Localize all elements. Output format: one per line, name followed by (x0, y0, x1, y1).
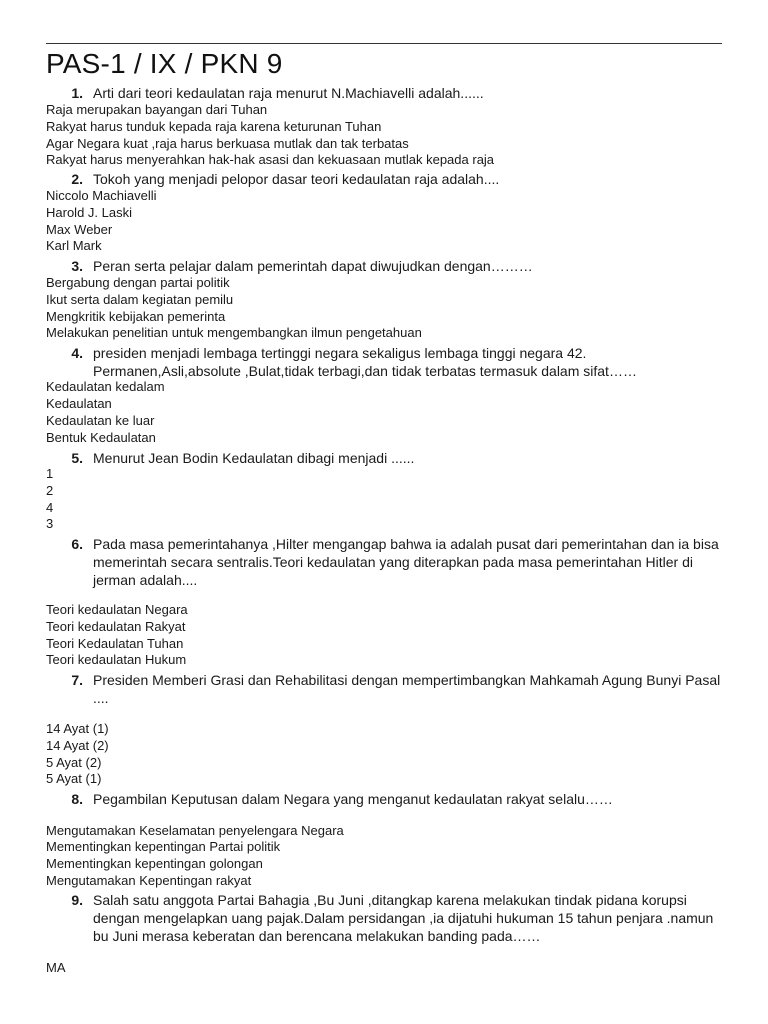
question-text: Pada masa pemerintahanya ,Hilter mengangap bahwa ia adalah pusat dari pemerintahan dan ia bisa memerintah secara sentralis.Teori kedaulatan yang diterapkan pada masa pemerintahan Hitler di jerman adalah.... (93, 536, 719, 588)
option-4a[interactable]: Kedaulatan kedalam (46, 379, 165, 394)
question-text: Salah satu anggota Partai Bahagia ,Bu Juni ,ditangkap karena melakukan tindak pidana korupsi dengan mengelapkan uang pajak.Dalam persidangan ,ia dijatuhi hukuman 15 tahun penjara .namun bu Juni merasa keberatan dan berencana melakukan banding pada…… (93, 892, 714, 944)
option-7d[interactable]: 5 Ayat (1) (46, 771, 102, 786)
question-text: Arti dari teori kedaulatan raja menurut N.Machiavelli adalah...... (93, 85, 484, 101)
question-number: 8. (71, 791, 83, 807)
question-4 (46, 344, 722, 380)
option-6d[interactable]: Teori kedaulatan Hukum (46, 652, 187, 667)
option-6a[interactable]: Teori kedaulatan Negara (46, 602, 188, 617)
option-1a[interactable]: Raja merupakan bayangan dari Tuhan (46, 102, 268, 117)
option-7a[interactable]: 14 Ayat (1) (46, 721, 109, 736)
option-7b[interactable]: 14 Ayat (2) (46, 738, 109, 753)
option-3a[interactable]: Bergabung dengan partai politik (46, 275, 230, 290)
question-text: Menurut Jean Bodin Kedaulatan dibagi menjadi ...... (93, 450, 415, 466)
option-3d[interactable]: Melakukan penelitian untuk mengembangkan ilmun pengetahuan (46, 325, 422, 340)
option-3c[interactable]: Mengkritik kebijakan pemerinta (46, 309, 226, 324)
question-3 (46, 257, 722, 275)
option-4c[interactable]: Kedaulatan ke luar (46, 413, 155, 428)
question-6 (46, 535, 722, 589)
option-2c[interactable]: Max Weber (46, 222, 113, 237)
question-9 (46, 891, 722, 945)
question-text: Presiden Memberi Grasi dan Rehabilitasi dengan mempertimbangkan Mahkamah Agung Bunyi Pasal .... (93, 672, 721, 706)
option-4b[interactable]: Kedaulatan (46, 396, 112, 411)
question-text: Pegambilan Keputusan dalam Negara yang menganut kedaulatan rakyat selalu…… (93, 791, 613, 807)
option-6c[interactable]: Teori Kedaulatan Tuhan (46, 636, 184, 651)
question-text: Peran serta pelajar dalam pemerintah dapat diwujudkan dengan……… (93, 258, 533, 274)
option-6b[interactable]: Teori kedaulatan Rakyat (46, 619, 186, 634)
option-2b[interactable]: Harold J. Laski (46, 205, 132, 220)
option-4d[interactable]: Bentuk Kedaulatan (46, 430, 156, 445)
option-5b[interactable]: 2 (46, 483, 54, 498)
question-number: 2. (71, 171, 83, 187)
option-1b[interactable]: Rakyat harus tunduk kepada raja karena keturunan Tuhan (46, 119, 382, 134)
question-7 (46, 671, 722, 707)
top-rule (46, 43, 722, 44)
question-number: 4. (71, 345, 83, 361)
option-8d[interactable]: Mengutamakan Kepentingan rakyat (46, 873, 252, 888)
option-9a[interactable]: MA (46, 960, 66, 975)
question-number: 9. (71, 892, 83, 908)
question-1 (46, 84, 722, 102)
option-5c[interactable]: 4 (46, 500, 54, 515)
question-number: 5. (71, 450, 83, 466)
option-3b[interactable]: Ikut serta dalam kegiatan pemilu (46, 292, 234, 307)
option-8c[interactable]: Mementingkan kepentingan golongan (46, 856, 263, 871)
question-text: Tokoh yang menjadi pelopor dasar teori kedaulatan raja adalah.... (93, 171, 500, 187)
document-title: PAS-1 / IX / PKN 9 (46, 48, 283, 79)
option-7c[interactable]: 5 Ayat (2) (46, 755, 102, 770)
option-8a[interactable]: Mengutamakan Keselamatan penyelengara Negara (46, 823, 344, 838)
question-number: 1. (71, 85, 83, 101)
question-2 (46, 170, 722, 188)
question-number: 7. (71, 672, 83, 688)
question-5 (46, 449, 722, 467)
option-2a[interactable]: Niccolo Machiavelli (46, 188, 157, 203)
option-1c[interactable]: Agar Negara kuat ,raja harus berkuasa mutlak dan tak terbatas (46, 136, 409, 151)
option-1d[interactable]: Rakyat harus menyerahkan hak-hak asasi dan kekuasaan mutlak kepada raja (46, 152, 495, 167)
option-5a[interactable]: 1 (46, 466, 54, 481)
question-number: 6. (71, 536, 83, 552)
option-5d[interactable]: 3 (46, 516, 54, 531)
option-2d[interactable]: Karl Mark (46, 238, 102, 253)
option-8b[interactable]: Mementingkan kepentingan Partai politik (46, 839, 281, 854)
question-text: presiden menjadi lembaga tertinggi negara sekaligus lembaga tinggi negara 42. Permanen,Asli,absolute ,Bulat,tidak terbagi,dan tidak terbatas termasuk dalam sifat…… (93, 345, 637, 379)
question-number: 3. (71, 258, 83, 274)
question-8 (46, 790, 722, 808)
